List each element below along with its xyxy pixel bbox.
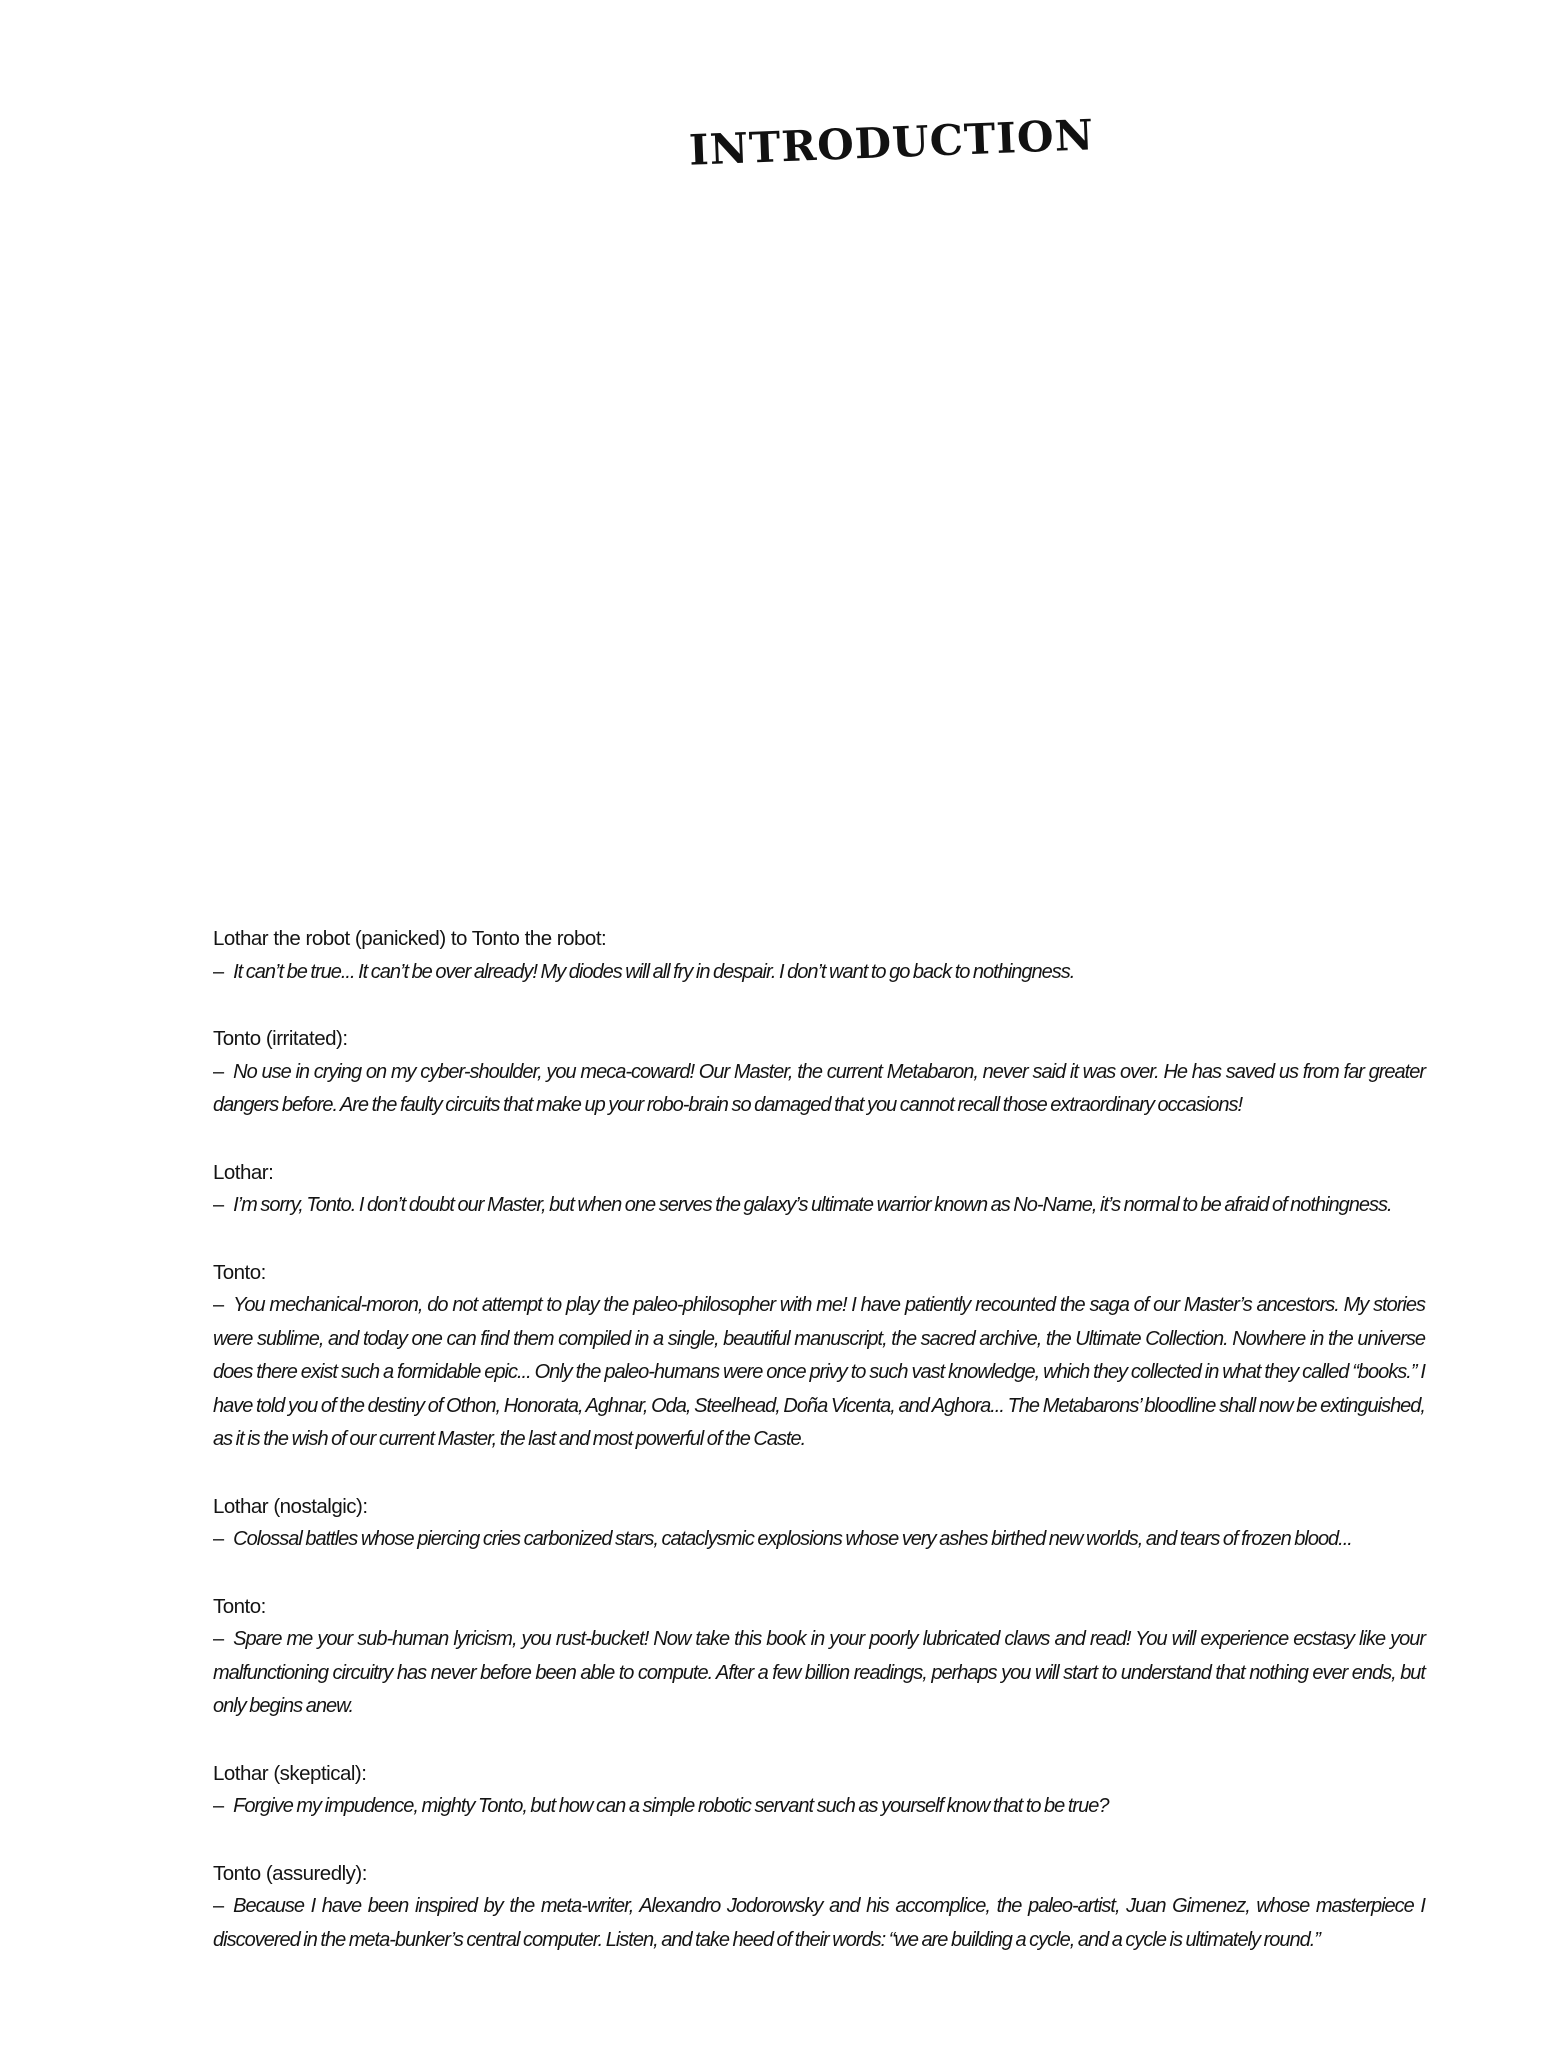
dialogue-line xyxy=(213,1790,1425,1824)
dialogue-block xyxy=(213,1022,1425,1123)
em-dash: – xyxy=(213,1795,224,1817)
dialogue-line xyxy=(213,1890,1425,1957)
dialogue-line xyxy=(213,1189,1425,1223)
speaker-label: Lothar: xyxy=(213,1160,274,1184)
dialogue-line xyxy=(213,1623,1425,1724)
em-dash: – xyxy=(213,1895,224,1917)
speaker-label: Lothar (skeptical): xyxy=(213,1761,367,1785)
page-title: INTRODUCTION xyxy=(688,110,1095,175)
speaker-label: Tonto: xyxy=(213,1260,266,1284)
dialogue-text: It can’t be true... It can’t be over already! My diodes will all fry in despair. I don’t want to go back to nothingness. xyxy=(233,960,1075,983)
em-dash: – xyxy=(213,960,224,983)
em-dash: – xyxy=(213,1528,224,1550)
speaker-label: Tonto: xyxy=(213,1594,266,1618)
dialogue-block xyxy=(213,1757,1425,1824)
speaker-label: Lothar the robot (panicked) to Tonto the robot: xyxy=(213,927,607,950)
dialogue-text: Spare me your sub-human lyricism, you rust-bucket! Now take this book in your poorly lubricated claws and read! You will experience ecstasy like your malfunctioning circuitry has never before been able to compute. After a few billion readings, perhaps you will start to understand that nothing ever ends, but only begins anew. xyxy=(213,1628,1425,1717)
em-dash: – xyxy=(213,1194,224,1216)
dialogue-block xyxy=(213,1857,1425,1958)
speaker-label: Lothar (nostalgic): xyxy=(213,1494,368,1518)
dialogue-line xyxy=(213,1056,1425,1123)
dialogue-block xyxy=(213,1156,1425,1223)
dialogue-block xyxy=(213,1490,1425,1557)
dialogue-line xyxy=(213,956,1425,990)
dialogue-block xyxy=(213,1256,1425,1457)
dialogue-text: Colossal battles whose piercing cries carbonized stars, cataclysmic explosions whose very ashes birthed new worlds, and tears of frozen blood... xyxy=(233,1528,1352,1550)
dialogue-block xyxy=(213,922,1425,989)
em-dash: – xyxy=(213,1628,224,1650)
dialogue-line xyxy=(213,1523,1425,1557)
dialogue-text: Forgive my impudence, mighty Tonto, but how can a simple robotic servant such as yourself know that to be true? xyxy=(233,1795,1109,1817)
speaker-label: Tonto (irritated): xyxy=(213,1027,348,1050)
dialogue-block xyxy=(213,1590,1425,1724)
dialogue-line xyxy=(213,1289,1425,1457)
dialogue-text: You mechanical-moron, do not attempt to play the paleo-philosopher with me! I have patiently recounted the saga of our Master’s ancestors. My stories were sublime, and today one can find them compiled in a single, beautiful manuscript, the sacred archive, the Ultimate Collection. Nowhere in the universe does there exist such a formidable epic... Only the paleo-humans were once privy to such vast knowledge, which they collected in what they called “books.” I have told you of the destiny of Othon, Honorata, Aghnar, Oda, Steelhead, Doña Vicenta, and Aghora... The Metabarons’ bloodline shall now be extinguished, as it is the wish of our current Master, the last and most powerful of the Caste. xyxy=(213,1294,1425,1450)
em-dash: – xyxy=(213,1294,224,1316)
dialogue-text: Because I have been inspired by the meta-writer, Alexandro Jodorowsky and his accomplice, the paleo-artist, Juan Gimenez, whose masterpiece I discovered in the meta-bunker’s central computer. Listen, and take heed of their words: “we are building a cycle, and a cycle is ultimately round.” xyxy=(213,1895,1425,1951)
dialogue xyxy=(213,922,1425,1990)
dialogue-text: No use in crying on my cyber-shoulder, you meca-coward! Our Master, the current Metabaron, never said it was over. He has saved us from far greater dangers before. Are the faulty circuits that make up your robo-brain so damaged that you cannot recall those extraordinary occasions! xyxy=(213,1060,1425,1116)
dialogue-text: I’m sorry, Tonto. I don’t doubt our Master, but when one serves the galaxy’s ultimate warrior known as No-Name, it’s normal to be afraid of nothingness. xyxy=(233,1194,1392,1216)
speaker-label: Tonto (assuredly): xyxy=(213,1861,367,1885)
em-dash: – xyxy=(213,1060,224,1083)
